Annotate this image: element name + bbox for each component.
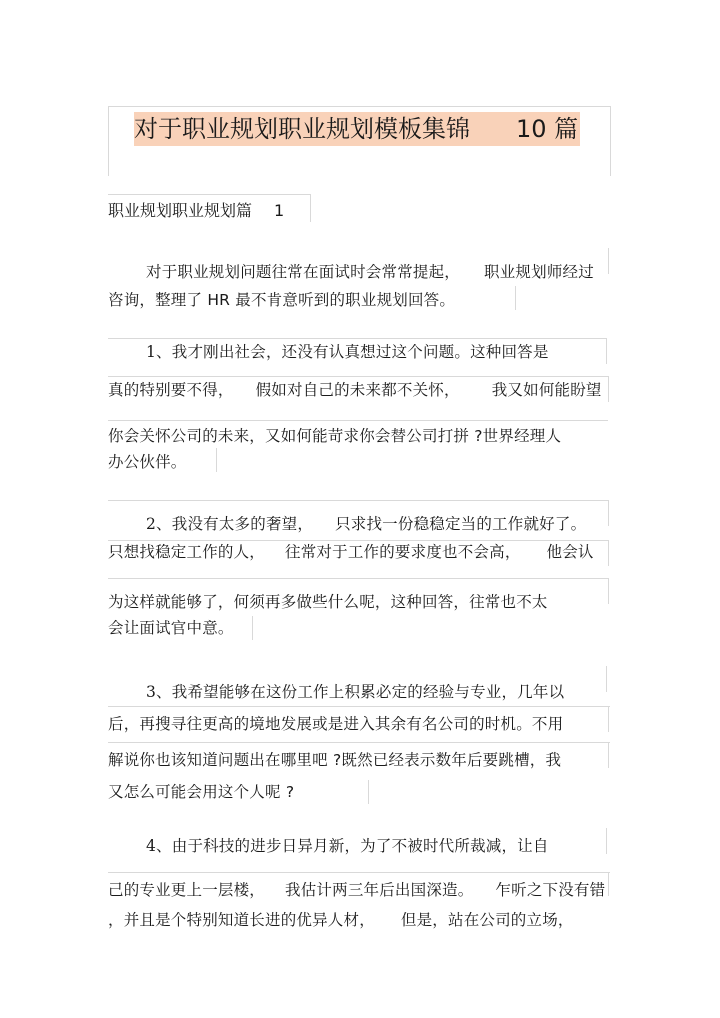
text-run: 咨询，整理了 <box>108 291 208 309</box>
para-rule <box>108 420 608 421</box>
text-run: ?世界经理人 <box>469 427 562 445</box>
text-run: 真的特别要不得， <box>108 381 234 399</box>
para-rule <box>608 742 609 768</box>
body-line <box>146 514 586 534</box>
para-rule <box>606 666 607 692</box>
body-line <box>108 542 594 562</box>
text-run: 3、我希望能够在这份工作上积累必定的经验与专业，几年以 <box>146 683 565 701</box>
text-run: 我估计两三年后出国深造。 <box>285 881 474 899</box>
para-rule <box>108 578 608 579</box>
text-run: 解说你也该知道问题出在哪里吧 <box>108 751 328 769</box>
text-run: 最不肯意听到的职业规划回答。 <box>230 291 456 309</box>
text-run: 往常对于工作的要求度也不会高， <box>285 543 521 561</box>
para-rule <box>608 248 609 274</box>
para-rule <box>515 286 516 310</box>
para-rule <box>368 780 369 804</box>
para-rule <box>216 448 217 472</box>
text-run: 只想找稳定工作的人， <box>108 543 266 561</box>
para-rule <box>606 828 607 854</box>
text-run: 职业规划师经过 <box>484 263 594 281</box>
para-rule <box>108 338 606 339</box>
text-run: 4、由于科技的进步日异月新，为了不被时代所裁减，让自 <box>146 837 549 855</box>
text-run: ? <box>280 783 295 801</box>
para-rule <box>608 706 609 732</box>
para-rule <box>108 500 608 501</box>
body-line <box>108 380 602 400</box>
para-rule <box>108 872 610 873</box>
text-run: ? <box>327 751 342 769</box>
section-heading-text: 职业规划职业规划篇 <box>108 201 253 220</box>
text-run: 他会认 <box>546 543 594 561</box>
para-rule <box>608 376 609 402</box>
para-rule <box>108 540 608 541</box>
text-run: 对于职业规划问题往常在面试时会常常提起， <box>146 263 461 281</box>
body-line <box>108 452 187 472</box>
section-heading-number: 1 <box>274 201 285 220</box>
body-line <box>108 618 234 638</box>
para-rule <box>608 872 609 896</box>
body-line <box>146 262 594 282</box>
title-rule-left <box>108 106 109 176</box>
body-line <box>108 714 563 734</box>
body-line <box>108 782 294 802</box>
para-rule <box>608 540 609 566</box>
text-run: 又怎么可能会用这个人呢 <box>108 783 281 801</box>
text-run: 既然已经表示数年后要跳槽，我 <box>341 751 562 769</box>
text-run: 乍听之下没有错 <box>495 881 606 899</box>
text-run: 后，再搜寻往更高的境地发展或是进入其余有名公司的时机。不用 <box>108 715 564 733</box>
body-line <box>108 910 574 930</box>
para-rule <box>608 500 609 526</box>
subhead-rule-right <box>310 194 311 222</box>
para-rule <box>108 706 610 707</box>
para-rule <box>608 578 609 604</box>
section-heading <box>108 200 284 222</box>
body-line <box>108 750 561 770</box>
text-run: 你会关怀公司的未来，又如何能苛求你会替公司打拼 <box>108 427 470 445</box>
body-line <box>108 592 548 612</box>
text-run: 办公伙伴。 <box>108 453 187 471</box>
text-run: 2、我没有太多的奢望， <box>146 515 314 533</box>
title-rule-top <box>108 106 611 107</box>
title-rule-right <box>610 106 611 176</box>
text-run: 假如对自己的未来都不关怀， <box>255 381 460 399</box>
body-line <box>146 342 549 362</box>
para-rule <box>252 616 253 640</box>
para-rule <box>108 742 610 743</box>
text-run: 但是，站在公司的立场， <box>400 911 574 929</box>
para-rule <box>108 376 608 377</box>
subhead-rule <box>108 194 310 195</box>
title-text: 对于职业规划职业规划模板集锦 <box>134 115 470 143</box>
title-count: 10 篇 <box>516 115 579 143</box>
text-run: 为这样就能够了，何须再多做些什么呢，这种回答，往常也不太 <box>108 593 548 611</box>
text-run: ，并且是个特别知道长进的优异人材， <box>108 911 375 929</box>
document-title <box>134 112 580 146</box>
body-line <box>108 290 455 310</box>
text-run: 会让面试官中意。 <box>108 619 234 637</box>
text-run: 我又如何能盼望 <box>491 381 602 399</box>
body-line <box>108 426 561 446</box>
body-line <box>108 880 605 900</box>
text-run: 只求找一份稳稳定当的工作就好了。 <box>335 515 587 533</box>
para-rule <box>606 338 607 364</box>
text-run: 己的专业更上一层楼， <box>108 881 266 899</box>
text-run: HR <box>207 291 231 309</box>
body-line <box>146 836 549 856</box>
body-line <box>146 682 564 702</box>
text-run: 1、我才刚出社会，还没有认真想过这个问题。这种回答是 <box>146 343 549 361</box>
